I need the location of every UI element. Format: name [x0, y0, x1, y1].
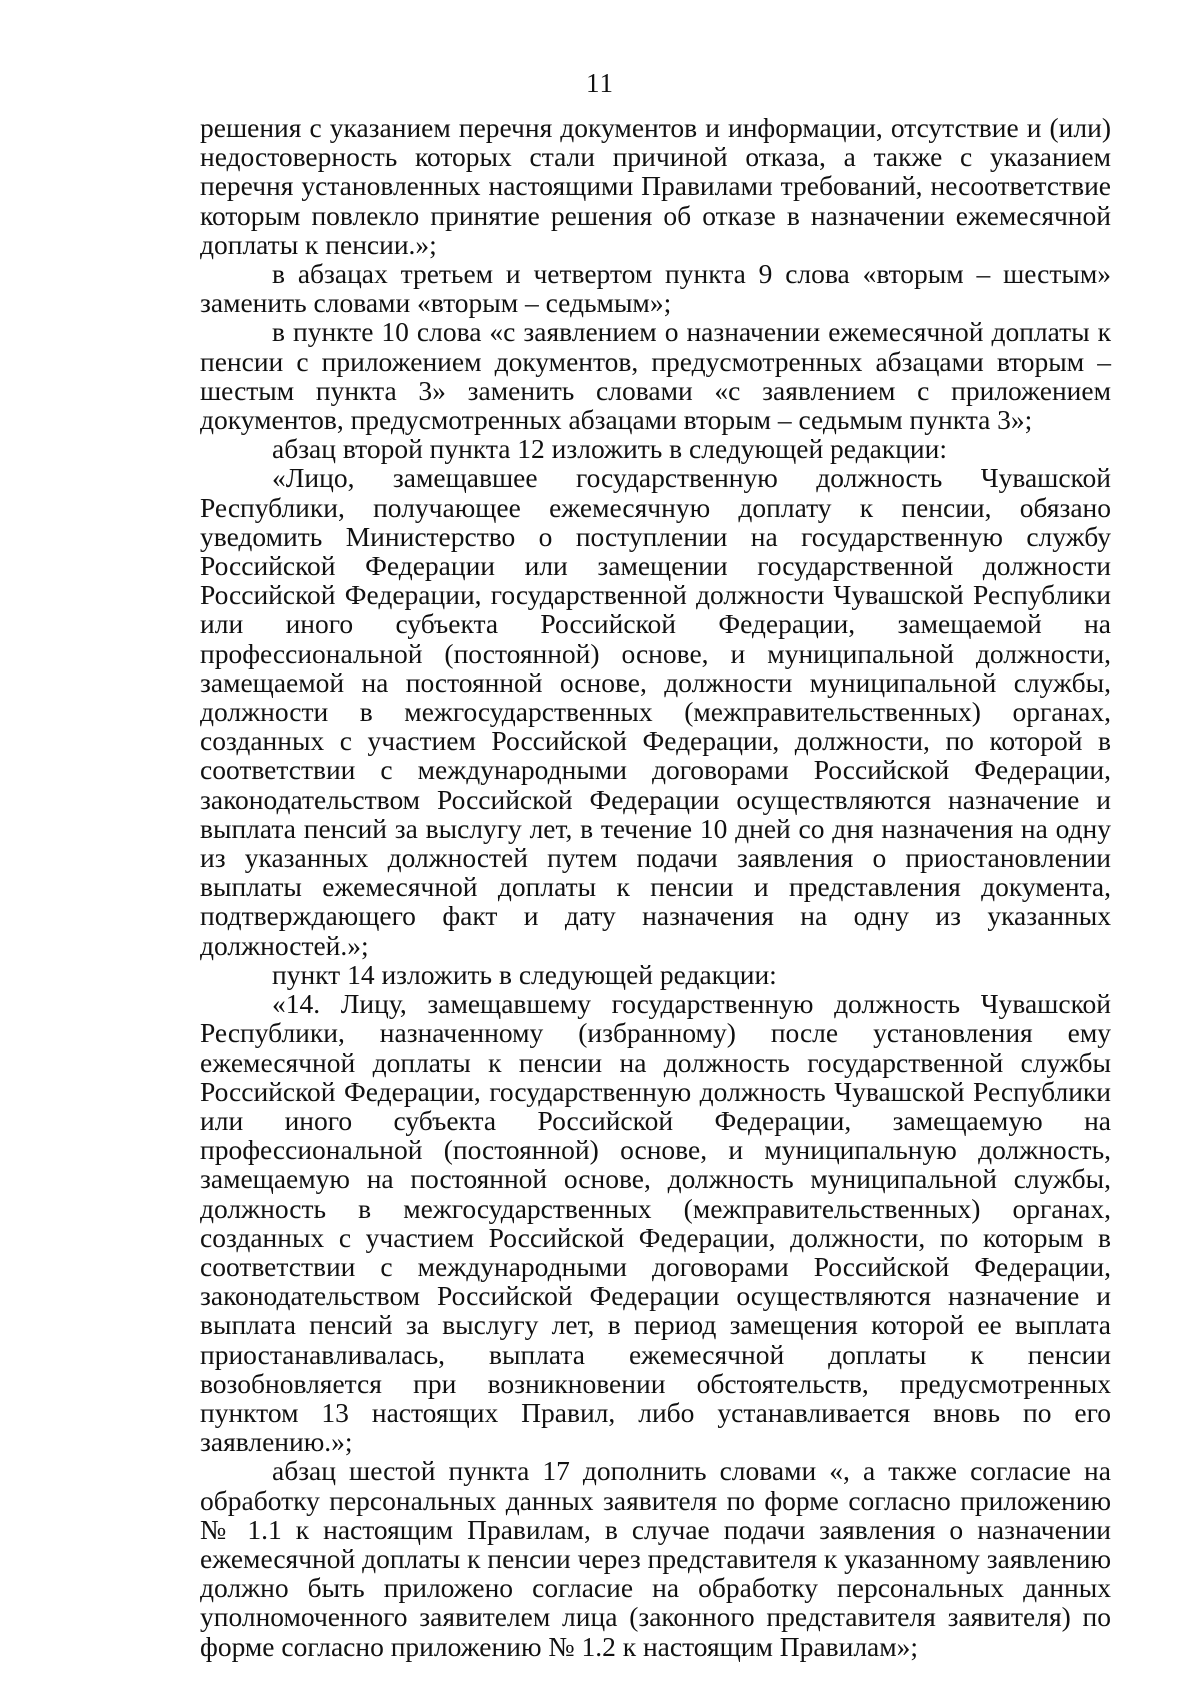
paragraph-point-12-text: «Лицо, замещавшее государственную должность Чувашской Республики, получающее ежемесячную доплату к пенсии, обязано уведомить Министерство о поступлении на государственную службу Российской Федерации или замещении государственной должности Российской Федерации, государственной должности Чувашской Республики или иного субъекта Российской Федерации, замещаемой на профессиональной (постоянной) основе, и муниципальной должности, замещаемой на постоянной основе, должности муниципальной службы, должности в межгосударственных (межправительственных) органах, созданных с участием Российской Федерации, должности, по которой в соответствии с международными договорами Российской Федерации, законодательством Российской Федерации осуществляются назначение и выплата пенсий за выслугу лет, в течение 10 дней со дня назначения на одну из указанных должностей путем подачи заявления о приостановлении выплаты ежемесячной доплаты к пенсии и представления документа, подтверждающего факт и дату назначения на одну из указанных должностей.»;	[200, 462, 1111, 961]
paragraph-amend-point-12-intro: абзац второй пункта 12 изложить в следующей редакции:	[272, 433, 947, 465]
page-number: 11	[586, 68, 614, 98]
paragraph-amend-point-17: абзац шестой пункта 17 дополнить словами «, а также согласие на обработку персональных данных заявителя по форме согласно приложению № 1.1 к настоящим Правилам, в случае подачи заявления о назначении ежемесячной доплаты к пенсии через представителя к указанному заявлению должно быть приложено согласие на обработку персональных данных уполномоченного заявителем лица (законного представителя заявителя) по форме согласно приложению № 1.2 к настоящим Правилам»;	[200, 1455, 1111, 1662]
document-body	[200, 113, 1111, 1661]
paragraph-amend-point-10: в пункте 10 слова «с заявлением о назначении ежемесячной доплаты к пенсии с приложением документов, предусмотренных абзацами вторым – шестым пункта 3» заменить словами «с заявлением с приложением документов, предусмотренных абзацами вторым – седьмым пункта 3»;	[200, 316, 1111, 436]
paragraph-amend-point-14-intro: пункт 14 изложить в следующей редакции:	[272, 958, 777, 990]
paragraph-amend-point-9: в абзацах третьем и четвертом пункта 9 слова «вторым – шестым» заменить словами «вторым – седьмым»;	[200, 258, 1111, 319]
paragraph-point-14-text: «14. Лицу, замещавшему государственную должность Чувашской Республики, назначенному (избранному) после установления ему ежемесячной доплаты к пенсии на должность государственной службы Российской Федерации, государственную должность Чувашской Республики или иного субъекта Российской Федерации, замещаемую на профессиональной (постоянной) основе, и муниципальную должность, замещаемую на постоянной основе, должность муниципальной службы, должность в межгосударственных (межправительственных) органах, созданных с участием Российской Федерации, должности, по которым в соответствии с международными договорами Российской Федерации, законодательством Российской Федерации осуществляются назначение и выплата пенсий за выслугу лет, в период замещения которой ее выплата приостанавливалась, выплата ежемесячной доплаты к пенсии возобновляется при возникновении обстоятельств, предусмотренных пунктом 13 настоящих Правил, либо устанавливается вновь по его заявлению.»;	[200, 988, 1111, 1458]
paragraph-continuation: решения с указанием перечня документов и информации, отсутствие и (или) недостоверность которых стали причиной отказа, а также с указанием перечня установленных настоящими Правилами требований, несоответствие которым повлекло принятие решения об отказе в назначении ежемесячной доплаты к пенсии.»;	[200, 112, 1111, 260]
